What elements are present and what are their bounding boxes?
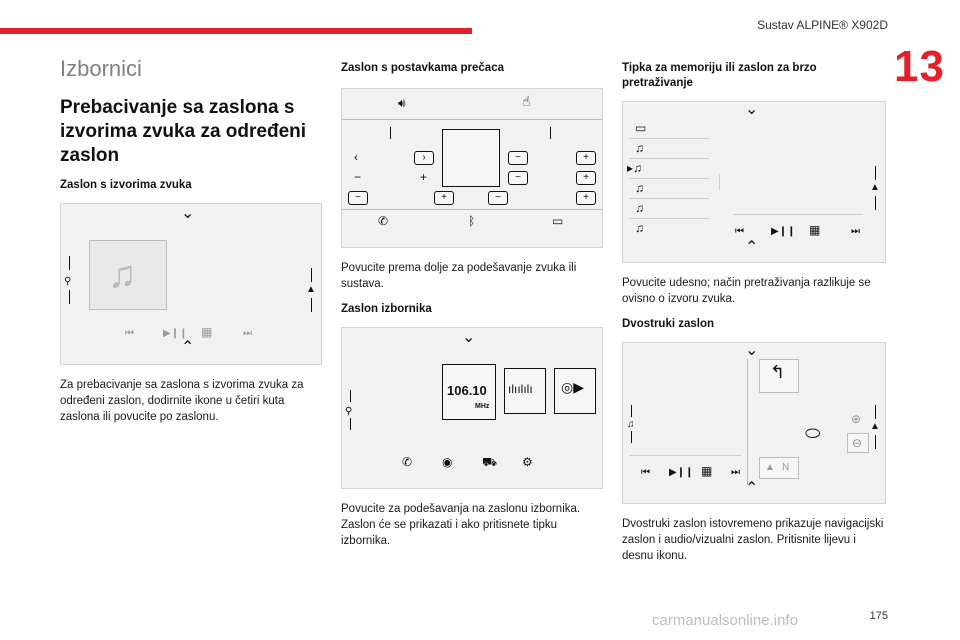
swipe-down-chevron-icon: ⌄: [745, 342, 759, 359]
previous-track-icon[interactable]: ⏮: [735, 226, 744, 237]
dual-body: Dvostruki zaslon istovremeno prikazuje navigacijski zaslon i audio/vizualni zaslon. Pritisnite lijevu i desnu ikonu.: [622, 518, 884, 562]
phone-icon: ✆: [378, 214, 389, 228]
waveform-tile[interactable]: [504, 368, 546, 414]
album-art-placeholder: [89, 240, 167, 310]
divider-bottom: [342, 209, 602, 210]
list-divider-3: [629, 178, 709, 179]
slider-tick-right: [550, 127, 551, 139]
search-icon: ⚲: [64, 276, 72, 287]
right-edge-bar: [311, 268, 312, 282]
zoom-in-icon[interactable]: ⊕: [851, 412, 862, 426]
dual-screen-figure: [622, 342, 886, 504]
list-divider-4: [629, 198, 709, 199]
audio-sources-screen-figure: [60, 203, 322, 365]
minus-button-2[interactable]: −: [508, 171, 528, 185]
play-pause-icon[interactable]: ▶❙❙: [771, 226, 796, 237]
right-arrow-button[interactable]: ›: [414, 151, 434, 165]
navigation-arrow-icon: ▲: [870, 182, 880, 193]
section-heading: Prebacivanje sa zaslona s izvorima zvuka za određeni zaslon: [60, 97, 307, 166]
memory-heading: Tipka za memoriju ili zaslon za brzo pretraživanje: [622, 62, 817, 89]
equalizer-icon[interactable]: ▦: [701, 464, 713, 478]
radio-tile[interactable]: [442, 364, 496, 420]
plus-button-3[interactable]: +: [434, 191, 454, 205]
radio-unit: MHz: [475, 403, 490, 410]
music-note-icon-1: ♫: [635, 141, 644, 155]
left-edge-bar-lower: [350, 418, 351, 430]
dual-heading: Dvostruki zaslon: [622, 318, 715, 330]
right-edge-bar: [875, 166, 876, 180]
divider-top: [342, 119, 602, 120]
memory-body: Povucite udesno; način pretraživanja razlikuje se ovisno o izvoru zvuka.: [622, 277, 871, 305]
navigation-icon[interactable]: ◉: [442, 455, 453, 469]
plus-button[interactable]: +: [576, 151, 596, 165]
music-note-icon-4: ♫: [635, 221, 644, 235]
navigation-arrow-icon: ▲: [306, 284, 316, 295]
list-divider-1: [629, 138, 709, 139]
plus-label-icon: +: [420, 170, 428, 184]
scroll-handle[interactable]: [719, 174, 720, 190]
equalizer-icon: ▦: [201, 325, 213, 339]
next-track-icon: ⏭: [243, 328, 252, 339]
minus-label-icon: −: [354, 170, 362, 184]
swipe-down-chevron-icon: ⌄: [462, 329, 476, 346]
right-edge-bar-lower: [875, 435, 876, 449]
chapter-number: 13: [894, 42, 945, 91]
north-arrow-icon: ▲: [765, 462, 775, 473]
next-track-icon[interactable]: ⏭: [731, 467, 740, 478]
touch-settings-icon: ☝︎: [522, 93, 531, 109]
previous-track-icon: ⏮: [125, 328, 134, 339]
turn-arrow-icon: ↰: [770, 362, 786, 382]
zoom-out-button[interactable]: [847, 433, 869, 453]
left-edge-bar-lower: [631, 431, 632, 443]
vehicle-position-icon: ⬭: [805, 423, 821, 443]
plus-button-2[interactable]: +: [576, 171, 596, 185]
next-track-icon[interactable]: ⏭: [851, 226, 860, 237]
media-player-icon: ◎▶: [561, 379, 584, 395]
music-note-icon: ♫: [108, 254, 137, 296]
shortcuts-body: Povucite prema dolje za podešavanje zvuka ili sustava.: [341, 262, 577, 290]
minus-button-3[interactable]: −: [348, 191, 368, 205]
play-pause-icon[interactable]: ▶❙❙: [669, 467, 694, 478]
swipe-up-chevron-icon: ⌃: [745, 239, 759, 256]
right-edge-bar-lower: [875, 196, 876, 210]
settings-gear-icon[interactable]: ⚙: [522, 455, 533, 469]
transport-divider: [733, 214, 863, 215]
search-icon: ⚲: [345, 406, 353, 417]
compass-direction: N: [782, 462, 790, 473]
play-pause-icon: ▶❙❙: [163, 328, 188, 339]
zoom-out-icon: ⊖: [852, 436, 863, 450]
folder-icon: ▭: [635, 121, 647, 135]
left-edge-bar: [69, 256, 70, 270]
page-header-title: Sustav ALPINE® X902D: [757, 18, 888, 32]
navigation-arrow-icon: ▲: [870, 421, 880, 432]
section-title: Izbornici: [60, 56, 142, 81]
column-3: [622, 56, 886, 574]
plus-button-4[interactable]: +: [576, 191, 596, 205]
minus-button-4[interactable]: −: [488, 191, 508, 205]
volume-icon: 🔊︎: [398, 96, 406, 110]
seat-balance-diagram: [442, 129, 500, 187]
car-icon[interactable]: ⛟: [482, 455, 498, 469]
shortcut-settings-screen-figure: [341, 88, 603, 248]
left-arrow-icon: ‹: [354, 150, 358, 164]
watermark: carmanualsonline.info: [652, 612, 798, 629]
compass-button[interactable]: [759, 457, 799, 479]
turn-instruction-tile: [759, 359, 799, 393]
left-edge-bar: [350, 390, 351, 402]
page-number: 175: [869, 610, 888, 622]
shortcuts-heading: Zaslon s postavkama prečaca: [341, 62, 504, 74]
music-note-icon-3: ♫: [635, 201, 644, 215]
right-edge-bar-lower: [311, 298, 312, 312]
previous-track-icon[interactable]: ⏮: [641, 467, 650, 478]
left-edge-bar: [631, 405, 632, 417]
swipe-down-chevron-icon: ⌄: [181, 205, 195, 222]
minus-button[interactable]: −: [508, 151, 528, 165]
slider-tick: [390, 127, 391, 139]
audio-transport-divider: [629, 455, 741, 456]
screen-icon: ▭: [552, 214, 564, 228]
menu-heading: Zaslon izbornika: [341, 303, 432, 315]
left-edge-bar-lower: [69, 290, 70, 304]
list-divider-2: [629, 158, 709, 159]
music-note-icon: ♫: [627, 419, 635, 430]
waveform-icon: ılıılılı: [508, 382, 533, 396]
column-1: [60, 56, 322, 435]
swipe-down-chevron-icon: ⌄: [745, 101, 759, 118]
split-divider[interactable]: [747, 359, 748, 485]
swipe-up-chevron-icon: ⌃: [181, 339, 195, 356]
media-tile[interactable]: [554, 368, 596, 414]
phone-icon[interactable]: ✆: [402, 455, 413, 469]
audio-sources-body: Za prebacivanje sa zaslona s izvorima zvuka za određeni zaslon, dodirnite ikone u četiri kuta zaslona ili povucite po zaslonu.: [60, 379, 304, 423]
bluetooth-icon: ᛒ: [468, 214, 476, 228]
menu-screen-figure: [341, 327, 603, 489]
menu-body: Povucite za podešavanja na zaslonu izbornika. Zaslon će se prikazati i ako pritisnete tipku izbornika.: [341, 503, 581, 547]
music-note-icon-2: ♫: [635, 181, 644, 195]
list-divider-5: [629, 218, 709, 219]
audio-sources-heading: Zaslon s izvorima zvuka: [60, 179, 192, 191]
chapter-color-bar: [0, 28, 472, 34]
equalizer-icon[interactable]: ▦: [809, 223, 821, 237]
quick-search-screen-figure: [622, 101, 886, 263]
swipe-up-chevron-icon: ⌃: [745, 480, 759, 497]
column-2: [341, 56, 603, 559]
right-edge-bar: [875, 405, 876, 419]
radio-frequency: 106.10: [447, 383, 487, 398]
music-note-playing-icon: ▸♫: [627, 161, 643, 175]
